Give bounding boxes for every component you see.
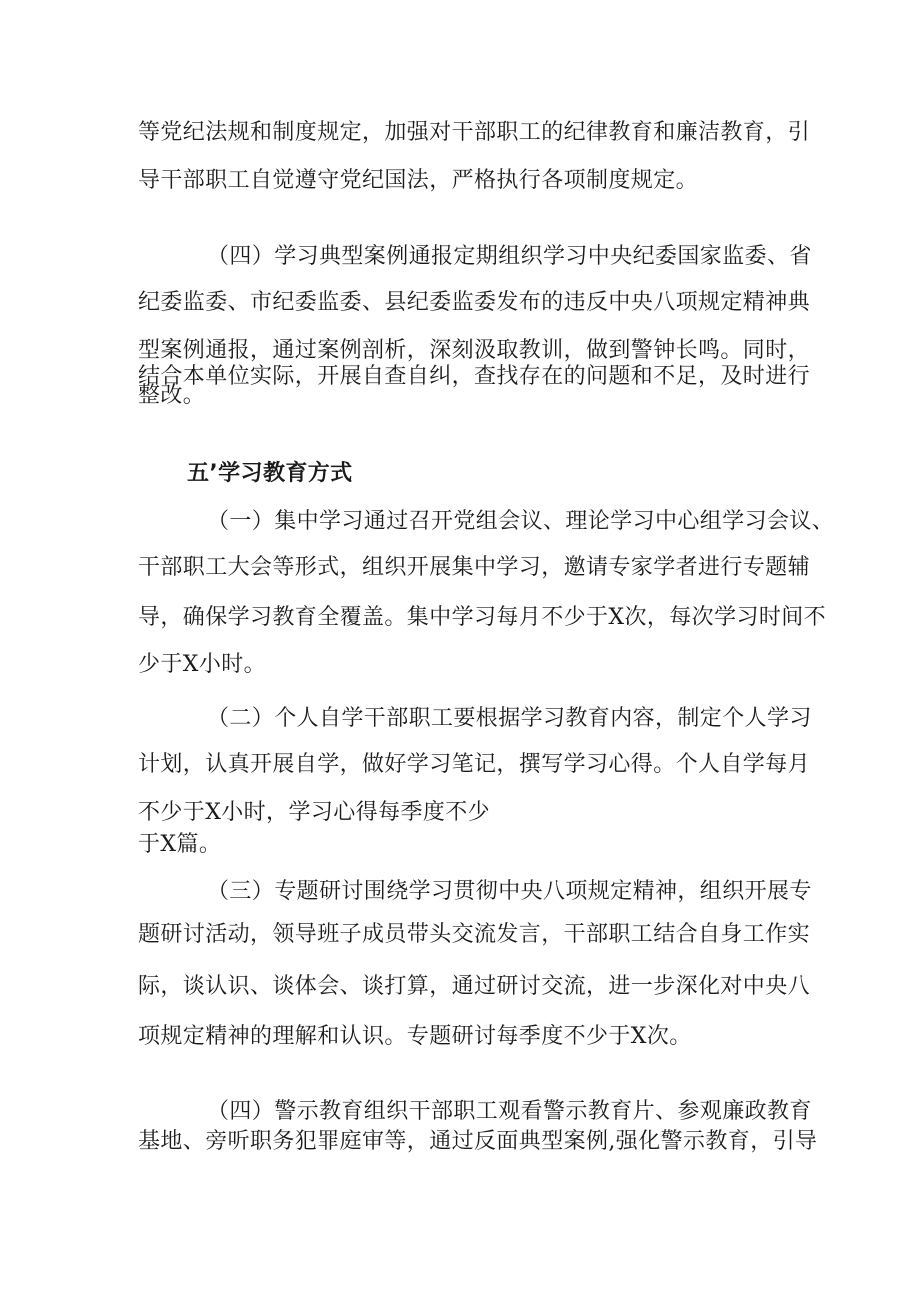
text-line: 导，确保学习教育全覆盖。集中学习每月不少于X次，每次学习时间不: [138, 605, 827, 630]
text-line: 际，谈认识、谈体会、谈打算，通过研讨交流，进一步深化对中央八: [138, 974, 811, 999]
paragraph-start: （二）个人自学干部职工要根据学习教育内容，制定个人学习: [207, 706, 812, 731]
text-line: 少于X小时。: [138, 652, 267, 677]
text-line: 纪委监委、市纪委监委、县纪委监委发布的违反中央八项规定精神典: [138, 290, 811, 315]
paragraph-start: （四）学习典型案例通报定期组织学习中央纪委国家监委、省: [207, 244, 812, 269]
text-line: 结合本单位实际，开展自查自纠，查找存在的问题和不足，及时进行: [138, 364, 811, 389]
paragraph-start: （三）专题研讨围绕学习贯彻中央八项规定精神，组织开展专: [207, 879, 812, 904]
text-line: 干部职工大会等形式，组织开展集中学习，邀请专家学者进行专题辅: [138, 555, 811, 580]
text-line: 型案例通报，通过案例剖析，深刻汲取教训，做到警钟长鸣。同时，: [138, 338, 811, 363]
text-line: 项规定精神的理解和认识。专题研讨每季度不少于X次。: [138, 1024, 692, 1049]
text-line: 整改。: [138, 383, 206, 408]
text-line: 不少于X小时，学习心得每季度不少: [138, 800, 491, 825]
paragraph-start: （四）警示教育组织干部职工观看警示教育片、参观廉政教育: [207, 1099, 812, 1124]
text-line: 于X篇。: [138, 832, 222, 857]
paragraph-start: （一）集中学习通过召开党组会议、理论学习中心组学习会议、: [207, 509, 835, 534]
text-line: 等党纪法规和制度规定，加强对干部职工的纪律教育和廉洁教育，引: [138, 120, 811, 145]
section-heading: 五’学习教育方式: [187, 461, 353, 486]
text-line: 导干部职工自觉遵守党纪国法，严格执行各项制度规定。: [138, 168, 699, 193]
text-line: 题研讨活动，领导班子成员带头交流发言，干部职工结合自身工作实: [138, 922, 811, 947]
text-line: 基地、旁听职务犯罪庭审等，通过反面典型案例,强化警示教育，引导: [138, 1129, 818, 1154]
text-line: 计划，认真开展自学，做好学习笔记，撰写学习心得。个人自学每月: [138, 752, 811, 777]
